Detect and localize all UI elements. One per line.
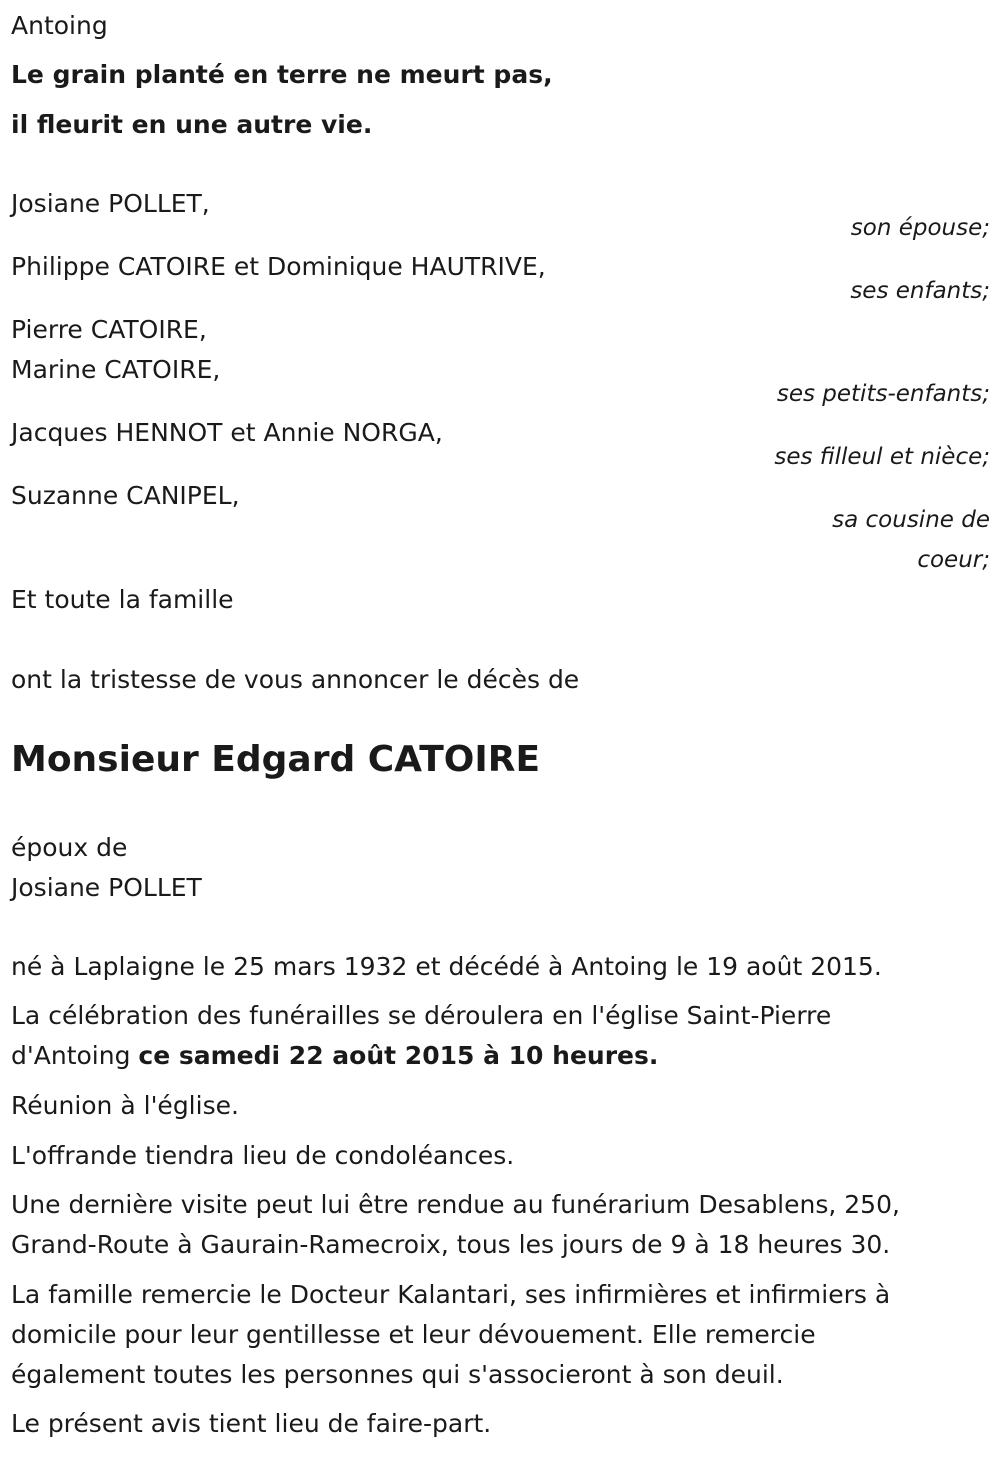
thanks-line-2: domicile pour leur gentillesse et leur dévouement. Elle remercie — [11, 1320, 816, 1349]
visit-line-1: Une dernière visite peut lui être rendue au funérarium Desablens, 250, — [11, 1190, 900, 1219]
quote-line-1: Le grain planté en terre ne meurt pas, — [11, 60, 553, 89]
family-relation: ses filleul et nièce; — [774, 444, 990, 470]
deceased-name: Monsieur Edgard CATOIRE — [11, 739, 541, 780]
family-name: Josiane POLLET, — [11, 189, 210, 218]
ceremony-line-2 — [11, 1041, 658, 1071]
offering-info: L'offrande tiendra lieu de condoléances. — [11, 1141, 515, 1170]
ceremony-location: d'Antoing — [11, 1041, 139, 1070]
spouse-name: Josiane POLLET — [11, 873, 202, 902]
place-header: Antoing — [11, 11, 108, 40]
closing-family: Et toute la famille — [11, 585, 234, 614]
ceremony-line-1: La célébration des funérailles se déroulera en l'église Saint-Pierre — [11, 1001, 832, 1030]
family-relation: ses petits-enfants; — [776, 381, 990, 407]
spouse-label: époux de — [11, 833, 128, 862]
announcement: ont la tristesse de vous annoncer le décès de — [11, 665, 580, 694]
ceremony-date: ce samedi 22 août 2015 à 10 heures. — [138, 1041, 659, 1070]
family-relation-continued: coeur; — [917, 547, 990, 573]
family-relation: ses enfants; — [850, 278, 990, 304]
family-name: Marine CATOIRE, — [11, 355, 221, 384]
quote-line-2: il fleurit en une autre vie. — [11, 110, 373, 139]
thanks-line-3: également toutes les personnes qui s'associeront à son deuil. — [11, 1360, 784, 1389]
notice-line: Le présent avis tient lieu de faire-part. — [11, 1409, 492, 1438]
family-relation: sa cousine de — [832, 507, 990, 533]
family-name: Pierre CATOIRE, — [11, 315, 207, 344]
birth-death-line: né à Laplaigne le 25 mars 1932 et décédé à Antoing le 19 août 2015. — [11, 952, 882, 981]
family-relation: son épouse; — [850, 215, 990, 241]
visit-line-2: Grand-Route à Gaurain-Ramecroix, tous les jours de 9 à 18 heures 30. — [11, 1230, 891, 1259]
family-name: Suzanne CANIPEL, — [11, 481, 240, 510]
family-name: Jacques HENNOT et Annie NORGA, — [11, 418, 443, 447]
meeting-info: Réunion à l'église. — [11, 1091, 239, 1120]
thanks-line-1: La famille remercie le Docteur Kalantari, ses infirmières et infirmiers à — [11, 1280, 891, 1309]
family-name: Philippe CATOIRE et Dominique HAUTRIVE, — [11, 252, 546, 281]
